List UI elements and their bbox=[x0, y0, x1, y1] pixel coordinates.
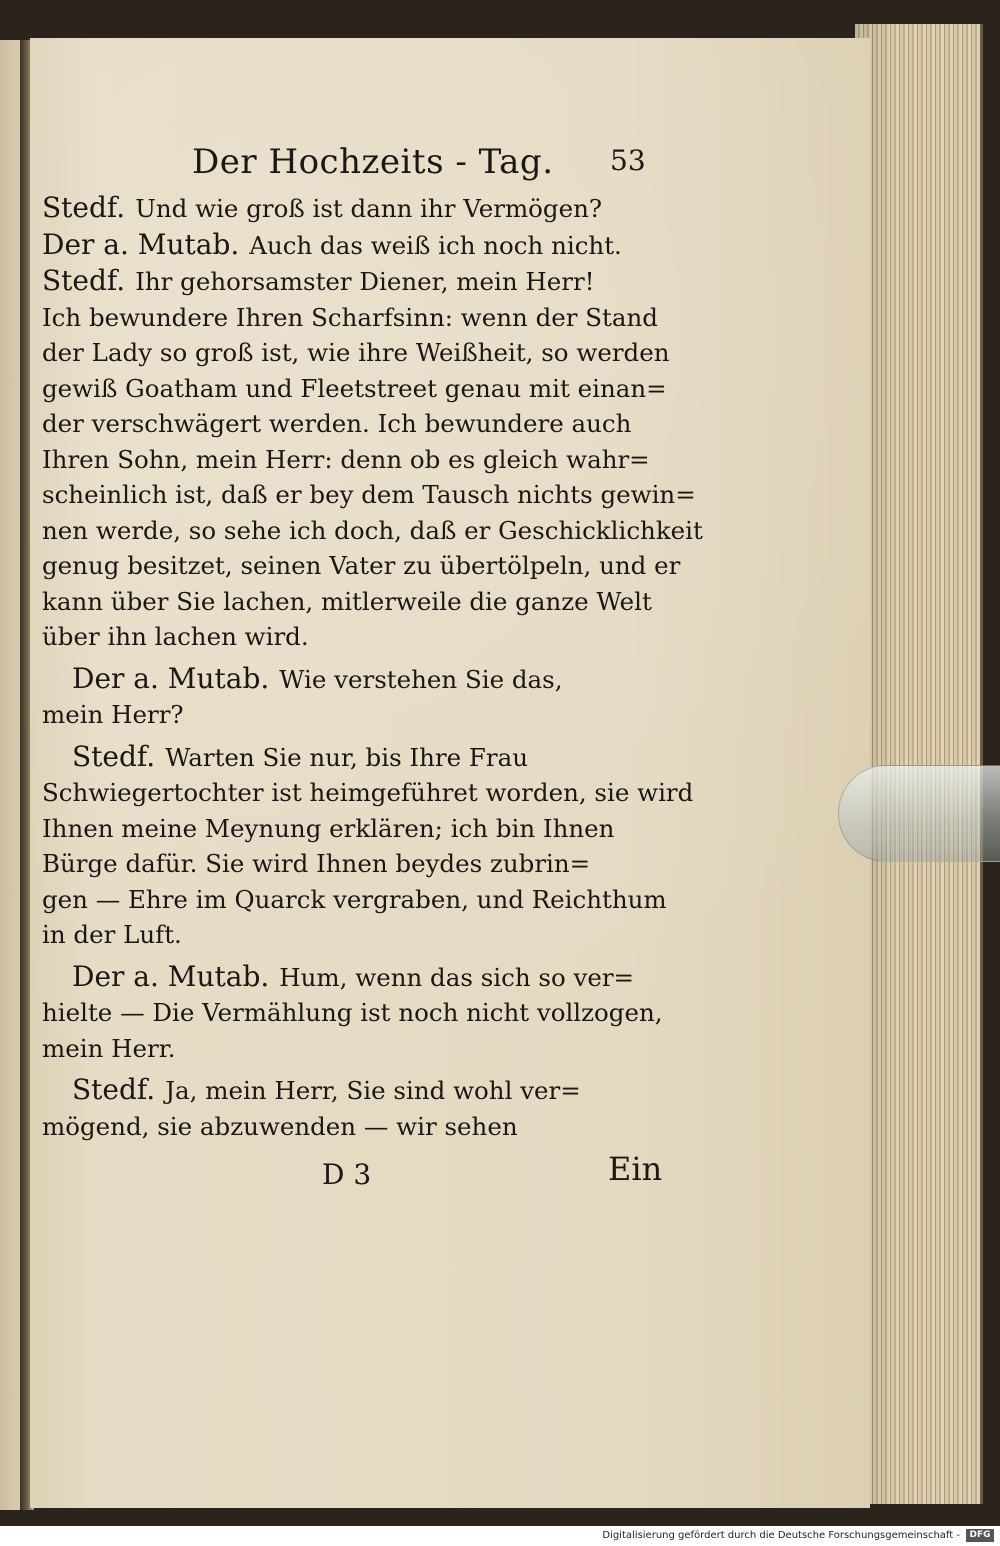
line-text: gewiß Goatham und Fleetstreet genau mit einan= bbox=[42, 373, 667, 403]
line-text: kann über Sie lachen, mitlerweile die ganze Welt bbox=[42, 586, 652, 616]
page-clip bbox=[838, 765, 1000, 862]
text-line bbox=[42, 190, 642, 227]
text-body bbox=[42, 190, 703, 1144]
text-line bbox=[42, 406, 642, 442]
line-text: gen — Ehre im Quarck vergraben, und Reichthum bbox=[42, 884, 667, 914]
line-text: Und wie groß ist dann ihr Vermögen? bbox=[135, 194, 603, 223]
line-text: scheinlich ist, daß er bey dem Tausch nichts gewin= bbox=[42, 480, 696, 509]
left-page-edge bbox=[0, 40, 22, 1510]
signature-mark: D 3 bbox=[322, 1158, 372, 1191]
text-line bbox=[42, 442, 650, 478]
text-line bbox=[42, 739, 642, 776]
line-text: der verschwägert werden. Ich bewundere auch bbox=[42, 409, 632, 438]
line-text: über ihn lachen wird. bbox=[42, 622, 309, 651]
line-text: Ihnen meine Meynung erklären; ich bin Ihnen bbox=[42, 813, 615, 843]
line-text: Ja, mein Herr, Sie sind wohl ver= bbox=[165, 1076, 581, 1105]
text-line bbox=[42, 548, 681, 584]
line-text: nen werde, so sehe ich doch, daß er Geschicklichkeit bbox=[42, 515, 703, 545]
text-line bbox=[42, 477, 696, 513]
line-text: hielte — Die Vermählung ist noch nicht vollzogen, bbox=[42, 998, 663, 1027]
text-line bbox=[42, 1109, 642, 1145]
text-line bbox=[42, 697, 642, 733]
credit-bar bbox=[0, 1526, 1000, 1546]
dfg-logo: DFG bbox=[966, 1529, 994, 1542]
line-text: mein Herr? bbox=[42, 700, 184, 729]
text-line bbox=[42, 1072, 642, 1109]
running-head-title: Der Hochzeits - Tag. bbox=[192, 142, 554, 182]
text-line bbox=[42, 584, 652, 620]
line-text: Hum, wenn das sich so ver= bbox=[279, 962, 635, 992]
text-line bbox=[42, 995, 663, 1031]
speaker-name: Der a. Mutab. bbox=[72, 661, 270, 695]
line-text: Schwiegertochter ist heimgeführet worden, sie wird bbox=[42, 778, 694, 807]
page-text bbox=[42, 130, 703, 1194]
text-line bbox=[42, 227, 642, 264]
text-line bbox=[42, 513, 703, 549]
line-text: der Lady so groß ist, wie ihre Weißheit, so werden bbox=[42, 338, 670, 367]
text-line bbox=[42, 882, 667, 918]
speaker-name: Stedf. bbox=[42, 191, 126, 224]
line-text: Ihren Sohn, mein Herr: denn ob es gleich wahr= bbox=[42, 444, 650, 474]
text-line bbox=[42, 300, 658, 336]
speaker-name: Der a. Mutab. bbox=[72, 959, 270, 993]
text-line bbox=[42, 846, 642, 882]
running-head bbox=[42, 130, 646, 190]
speaker-name: Der a. Mutab. bbox=[42, 227, 240, 261]
text-line bbox=[42, 371, 667, 407]
text-line bbox=[42, 917, 642, 953]
text-line bbox=[42, 959, 642, 996]
line-text: Auch das weiß ich noch nicht. bbox=[249, 230, 622, 260]
line-text: mögend, sie abzuwenden — wir sehen bbox=[42, 1111, 518, 1141]
catchword: Ein bbox=[608, 1150, 663, 1188]
line-text: Wie verstehen Sie das, bbox=[279, 664, 563, 694]
line-text: in der Luft. bbox=[42, 920, 182, 949]
speaker-name: Stedf. bbox=[42, 264, 126, 297]
speaker-name: Stedf. bbox=[72, 739, 156, 773]
line-text: Ihr gehorsamster Diener, mein Herr! bbox=[135, 267, 595, 296]
text-line bbox=[42, 1031, 642, 1067]
text-line bbox=[42, 619, 642, 655]
credit-text: Digitalisierung gefördert durch die Deutsche Forschungsgemeinschaft - bbox=[602, 1530, 960, 1541]
page-footer bbox=[42, 1150, 663, 1194]
text-line bbox=[42, 661, 642, 698]
text-line bbox=[42, 263, 642, 300]
line-text: Bürge dafür. Sie wird Ihnen beydes zubrin= bbox=[42, 849, 591, 878]
line-text: genug besitzet, seinen Vater zu übertölpeln, und er bbox=[42, 551, 681, 580]
line-text: Ich bewundere Ihren Scharfsinn: wenn der Stand bbox=[42, 302, 658, 332]
speaker-name: Stedf. bbox=[72, 1073, 156, 1106]
page-number: 53 bbox=[610, 144, 646, 177]
text-line bbox=[42, 811, 642, 847]
line-text: mein Herr. bbox=[42, 1033, 176, 1063]
text-line bbox=[42, 335, 670, 371]
text-line bbox=[42, 775, 694, 811]
line-text: Warten Sie nur, bis Ihre Frau bbox=[165, 742, 528, 772]
